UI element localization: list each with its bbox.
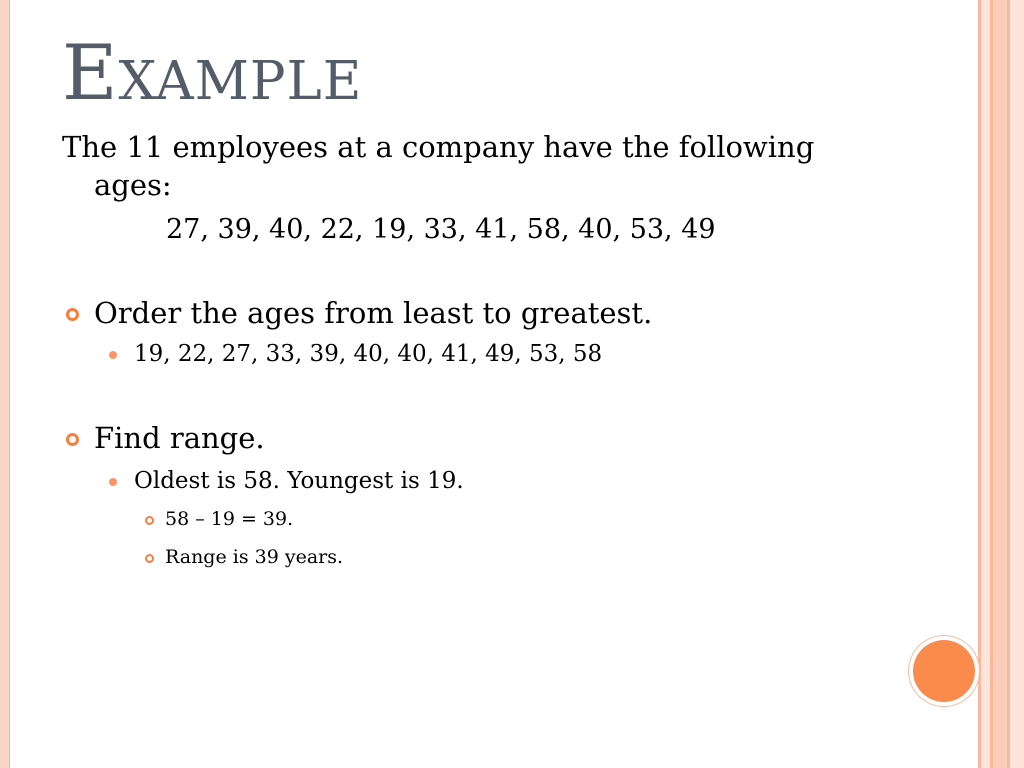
sub-sub-bullet-text: 58 – 19 = 39. [165,508,294,530]
sub-bullet-text: Oldest is 58. Youngest is 19. [134,468,464,494]
bullet-item [62,419,892,457]
sub-bullet-text: 19, 22, 27, 33, 39, 40, 40, 41, 49, 53, 58 [134,341,603,367]
sub-sub-bullet-text: Range is 39 years. [165,546,344,568]
sub-sub-bullet-item [62,544,892,570]
dot-bullet-icon [109,351,117,359]
ring-bullet-icon [66,308,79,321]
bullet-item [62,294,892,332]
orange-circle-decoration [913,640,975,702]
dot-bullet-icon [109,478,117,486]
bullet-text: Order the ages from least to greatest. [94,296,653,330]
stripe [981,0,990,768]
sub-bullet-item [62,466,892,496]
right-stripes-decoration [978,0,1024,768]
left-border-decoration [0,0,10,768]
ages-list: 27, 39, 40, 22, 19, 33, 41, 58, 40, 53, 49 [166,214,716,245]
small-ring-bullet-icon [145,516,154,525]
bullet-text: Find range. [94,421,265,455]
sub-bullet-item [62,339,892,369]
slide-title: Example [62,28,363,117]
stripe [1010,0,1024,768]
small-ring-bullet-icon [145,554,154,563]
stripe [993,0,1007,768]
slide-body [62,128,892,570]
ring-bullet-icon [66,433,79,446]
sub-sub-bullet-item [62,506,892,532]
intro-text: The 11 employees at a company have the following ages: [62,130,815,202]
